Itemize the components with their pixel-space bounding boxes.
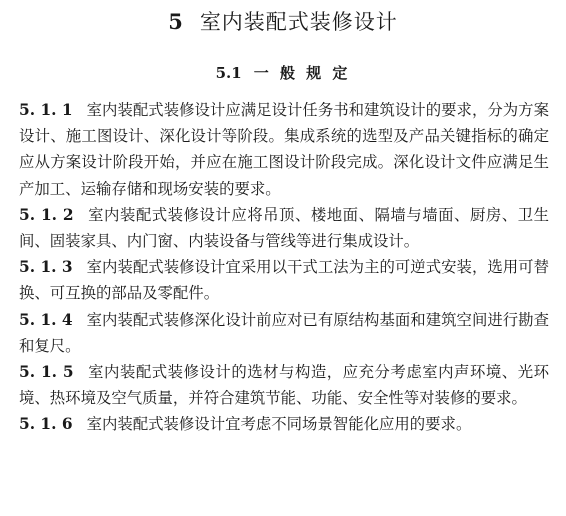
clause-text: 室内装配式装修深化设计前应对已有原结构基面和建筑空间进行勘查和复尺。 — [19, 310, 549, 355]
clause-number: 5. 1. 3 — [19, 258, 73, 277]
clause-5-1-5 — [19, 359, 549, 411]
clause-number: 5. 1. 6 — [19, 415, 73, 434]
chapter-number: 5 — [168, 9, 184, 34]
clause-5-1-2 — [19, 202, 549, 254]
clause-5-1-1 — [19, 97, 549, 202]
section-title — [0, 63, 566, 83]
clause-5-1-6 — [19, 411, 549, 437]
clause-number: 5. 1. 1 — [19, 101, 73, 119]
section-number: 5.1 — [215, 64, 242, 82]
clause-text: 室内装配式装修设计宜采用以干式工法为主的可逆式安装，选用可替换、可互换的部品及零配件。 — [19, 258, 549, 303]
clause-text: 室内装配式装修设计宜考虑不同场景智能化应用的要求。 — [86, 415, 472, 434]
clause-5-1-4 — [19, 307, 549, 359]
clause-text: 室内装配式装修设计应满足设计任务书和建筑设计的要求，分为方案设计、施工图设计、深化设计等阶段。集成系统的选型及产品关键指标的确定应从方案设计阶段开始，并应在施工图设计阶段完成。深化设计文件应满足生产加工、运输存储和现场安装的要求。 — [19, 101, 549, 198]
clause-number: 5. 1. 4 — [19, 310, 73, 329]
section-title-text: 一 般 规 定 — [253, 64, 351, 82]
clause-text: 室内装配式装修设计的选材与构造，应充分考虑室内声环境、光环境、热环境及空气质量，并符合建筑节能、功能、安全性等对装修的要求。 — [19, 363, 549, 408]
clause-list — [19, 97, 549, 438]
clause-number: 5. 1. 5 — [19, 363, 74, 382]
chapter-title-text: 室内装配式装修设计 — [199, 10, 398, 34]
clause-text: 室内装配式装修设计应将吊顶、楼地面、隔墙与墙面、厨房、卫生间、固装家具、内门窗、内装设备与管线等进行集成设计。 — [19, 205, 549, 251]
chapter-title — [0, 9, 566, 35]
clause-number: 5. 1. 2 — [19, 205, 74, 224]
clause-5-1-3 — [19, 254, 549, 306]
